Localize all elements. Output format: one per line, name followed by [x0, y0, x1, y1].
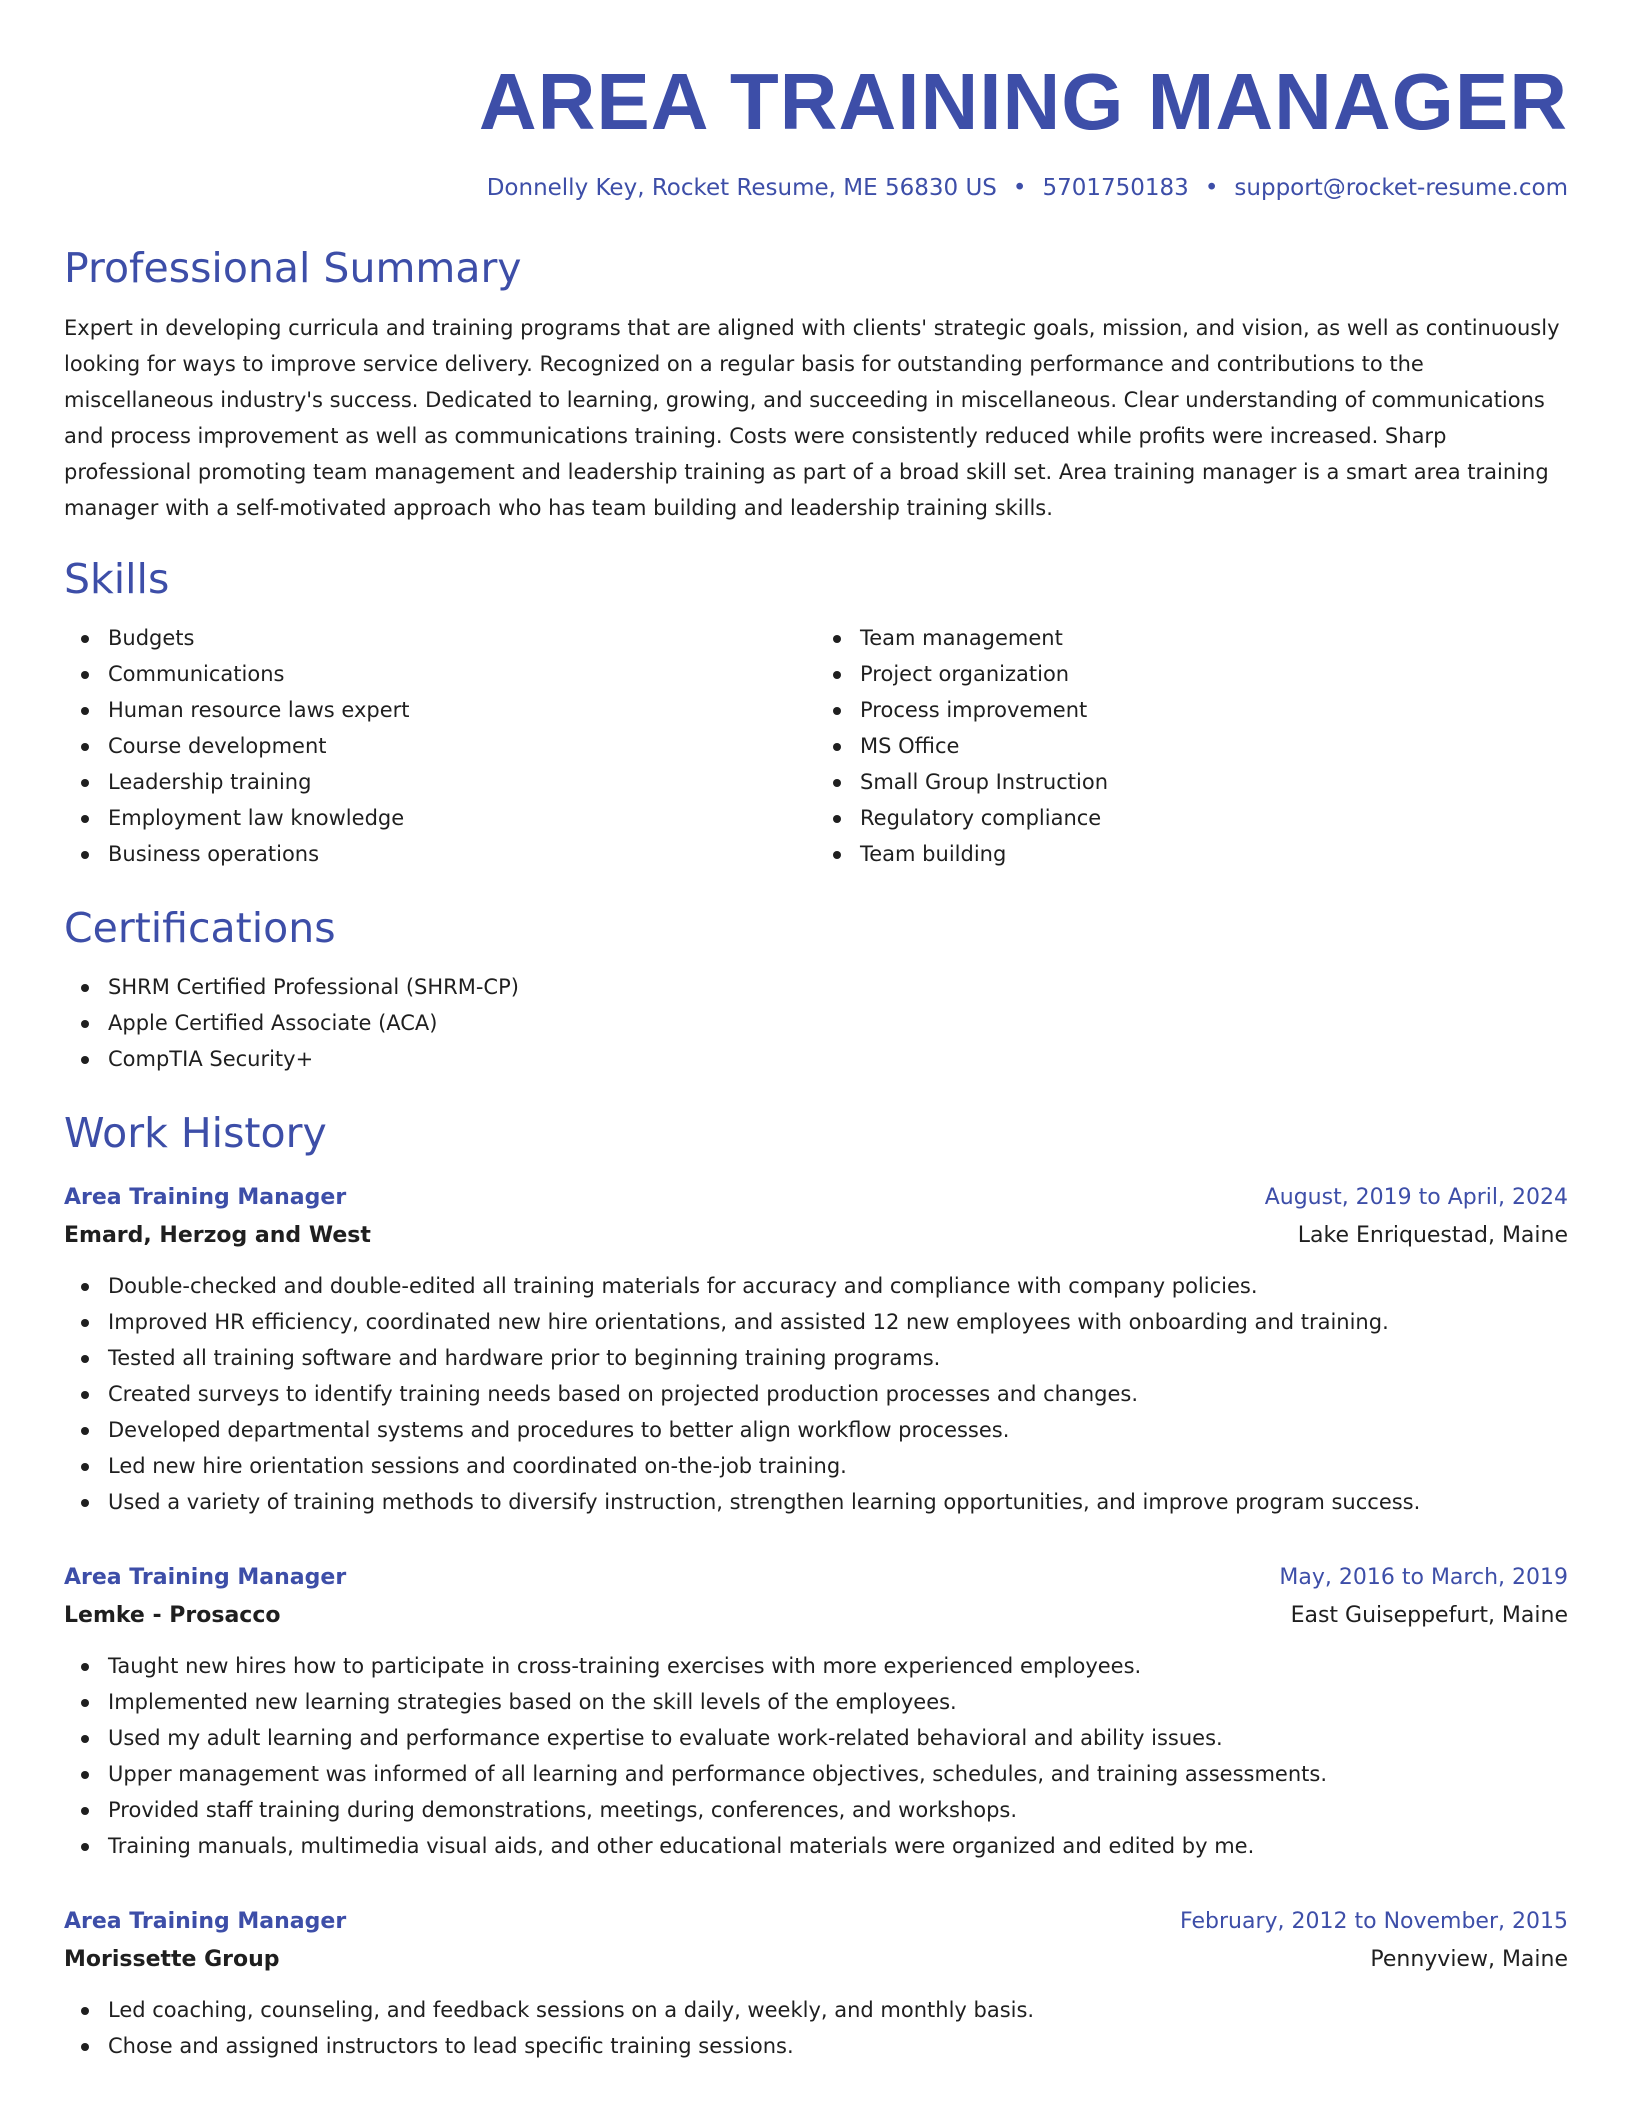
job-title: Area Training Manager — [64, 1908, 347, 1934]
job-bullet: Double-checked and double-edited all training materials for accuracy and compliance with company policies. — [108, 1268, 1568, 1304]
work-history-heading: Work History — [64, 1108, 327, 1157]
job-header — [64, 1904, 1568, 1940]
job-company: Emard, Herzog and West — [64, 1222, 371, 1248]
job-bullet: Provided staff training during demonstrations, meetings, conferences, and workshops. — [108, 1792, 1568, 1828]
job-location: Pennyview, Maine — [1370, 1946, 1568, 1972]
skill-item: Course development — [108, 728, 816, 764]
skill-item: Employment law knowledge — [108, 800, 816, 836]
job-bullet: Led new hire orientation sessions and coordinated on-the-job training. — [108, 1448, 1568, 1484]
job-subheader — [64, 1596, 1568, 1636]
skill-item: Budgets — [108, 620, 816, 656]
job-bullet: Used my adult learning and performance expertise to evaluate work-related behavioral and ability issues. — [108, 1720, 1568, 1756]
job-dates: May, 2016 to March, 2019 — [1279, 1564, 1568, 1590]
summary-heading: Professional Summary — [64, 243, 522, 292]
job-bullet: Developed departmental systems and procedures to better align workflow processes. — [108, 1412, 1568, 1448]
contact-address: Donnelly Key, Rocket Resume, ME 56830 US — [486, 175, 997, 201]
job-header — [64, 1180, 1568, 1216]
job-bullet: Upper management was informed of all learning and performance objectives, schedules, and training assessments. — [108, 1756, 1568, 1792]
job-company: Morissette Group — [64, 1946, 280, 1972]
contact-separator: • — [1204, 175, 1219, 201]
resume-title: AREA TRAINING MANAGER — [478, 57, 1568, 146]
contact-line — [64, 175, 1568, 203]
skills-list-right — [816, 620, 1568, 872]
skill-item: Team management — [860, 620, 1568, 656]
skill-item: Human resource laws expert — [108, 692, 816, 728]
job-bullet: Tested all training software and hardware prior to beginning training programs. — [108, 1340, 1568, 1376]
contact-phone[interactable]: 5701750183 — [1042, 175, 1189, 201]
job-subheader — [64, 1940, 1568, 1980]
job-title: Area Training Manager — [64, 1184, 347, 1210]
job-subheader — [64, 1216, 1568, 1256]
job-header — [64, 1560, 1568, 1596]
skill-item: Process improvement — [860, 692, 1568, 728]
job-bullet: Taught new hires how to participate in cross-training exercises with more experienced employees. — [108, 1648, 1568, 1684]
job-bullets — [64, 1268, 1568, 1520]
skill-item: Small Group Instruction — [860, 764, 1568, 800]
certification-item: SHRM Certified Professional (SHRM-CP) — [108, 969, 1568, 1005]
skill-item: Leadership training — [108, 764, 816, 800]
job-dates: February, 2012 to November, 2015 — [1180, 1908, 1568, 1934]
contact-separator: • — [1012, 175, 1027, 201]
job-bullet: Created surveys to identify training needs based on projected production processes and changes. — [108, 1376, 1568, 1412]
job-company: Lemke - Prosacco — [64, 1602, 281, 1628]
job-bullet: Implemented new learning strategies based on the skill levels of the employees. — [108, 1684, 1568, 1720]
skill-item: Communications — [108, 656, 816, 692]
certifications-list — [64, 969, 1568, 1077]
certifications-heading: Certifications — [64, 903, 336, 952]
job-bullets — [64, 1648, 1568, 1864]
job-dates: August, 2019 to April, 2024 — [1264, 1184, 1568, 1210]
skills-list-left — [64, 620, 816, 872]
job-bullets — [64, 1992, 1568, 2064]
job-location: Lake Enriquestad, Maine — [1297, 1222, 1568, 1248]
certification-item: Apple Certified Associate (ACA) — [108, 1005, 1568, 1041]
job-title: Area Training Manager — [64, 1564, 347, 1590]
skill-item: MS Office — [860, 728, 1568, 764]
skill-item: Business operations — [108, 836, 816, 872]
job-bullet: Led coaching, counseling, and feedback sessions on a daily, weekly, and monthly basis. — [108, 1992, 1568, 2028]
skills-heading: Skills — [64, 554, 170, 603]
job-entry — [64, 1904, 1568, 2064]
certification-item: CompTIA Security+ — [108, 1041, 1568, 1077]
skill-item: Project organization — [860, 656, 1568, 692]
job-bullet: Chose and assigned instructors to lead specific training sessions. — [108, 2028, 1568, 2064]
contact-email[interactable]: support@rocket-resume.com — [1234, 175, 1568, 201]
resume-page — [64, 0, 1568, 2064]
job-location: East Guiseppefurt, Maine — [1290, 1602, 1568, 1628]
skill-item: Regulatory compliance — [860, 800, 1568, 836]
skills-columns — [64, 620, 1568, 872]
summary-text: Expert in developing curricula and training programs that are aligned with clients' strategic goals, mission, and vision, as well as continuously looking for ways to improve service delivery. Recognized on a regular basis for outstanding performance and contributions to the miscellaneous industry's success. Dedicated to learning, growing, and succeeding in miscellaneous. Clear understanding of communications and process improvement as well as communications training. Costs were consistently reduced while profits were increased. Sharp professional promoting team management and leadership training as part of a broad skill set. Area training manager is a smart area training manager with a self-motivated approach who has team building and leadership training skills. — [64, 315, 1560, 520]
job-bullet: Used a variety of training methods to diversify instruction, strengthen learning opportunities, and improve program success. — [108, 1484, 1568, 1520]
job-bullet: Training manuals, multimedia visual aids, and other educational materials were organized and edited by me. — [108, 1828, 1568, 1864]
skill-item: Team building — [860, 836, 1568, 872]
job-bullet: Improved HR efficiency, coordinated new hire orientations, and assisted 12 new employees with onboarding and training. — [108, 1304, 1568, 1340]
job-entry — [64, 1560, 1568, 1864]
job-entry — [64, 1180, 1568, 1520]
